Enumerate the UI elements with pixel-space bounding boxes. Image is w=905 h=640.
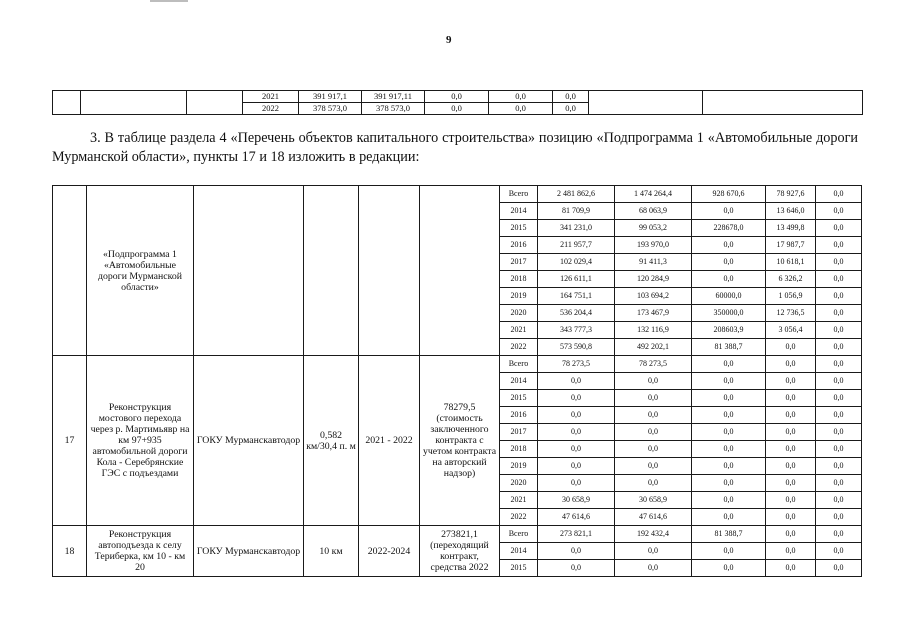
value-cell: 0,0 [816, 492, 862, 509]
year-cell: 2022 [500, 339, 538, 356]
value-cell: 0,0 [816, 509, 862, 526]
value-cell: 0,0 [425, 103, 489, 115]
value-cell: 0,0 [615, 543, 692, 560]
year-cell: 2022 [500, 509, 538, 526]
value-cell: 0,0 [615, 373, 692, 390]
value-cell: 0,0 [692, 254, 766, 271]
value-cell: 0,0 [766, 458, 816, 475]
year-cell: Всего [500, 356, 538, 373]
year-cell: 2018 [500, 441, 538, 458]
value-cell: 0,0 [615, 407, 692, 424]
value-cell: 0,0 [816, 186, 862, 203]
year-cell: 2015 [500, 390, 538, 407]
amendment-paragraph [52, 129, 858, 167]
total-cell: 378 573,0 [299, 103, 362, 115]
value-cell: 78 273,5 [615, 356, 692, 373]
value-cell: 68 063,9 [615, 203, 692, 220]
year-cell: 2021 [243, 91, 299, 103]
value-cell: 0,0 [615, 560, 692, 577]
value-cell: 6 326,2 [766, 271, 816, 288]
total-cell: 0,0 [538, 373, 615, 390]
value-cell: 0,0 [692, 543, 766, 560]
value-cell: 0,0 [553, 91, 589, 103]
total-cell: 102 029,4 [538, 254, 615, 271]
total-cell: 81 709,9 [538, 203, 615, 220]
value-cell: 0,0 [816, 458, 862, 475]
value-cell: 0,0 [816, 526, 862, 543]
year-cell: Всего [500, 186, 538, 203]
total-cell: 0,0 [538, 458, 615, 475]
value-cell: 0,0 [692, 492, 766, 509]
value-cell: 0,0 [692, 509, 766, 526]
total-cell: 164 751,1 [538, 288, 615, 305]
total-cell: 0,0 [538, 390, 615, 407]
value-cell: 0,0 [816, 220, 862, 237]
value-cell: 0,0 [816, 441, 862, 458]
capacity: 0,582 км/30,4 п. м [304, 356, 359, 526]
value-cell: 0,0 [766, 526, 816, 543]
table-row [53, 526, 862, 543]
estimated-cost: 78279,5 (стоимость заключенного контракта с учетом контракта на авторский надзор) [420, 356, 500, 526]
value-cell: 1 056,9 [766, 288, 816, 305]
object-name: Реконструкция автоподъезда к селу Териберка, км 10 - км 20 [87, 526, 194, 577]
value-cell: 0,0 [816, 424, 862, 441]
capital-construction-table [52, 185, 862, 577]
value-cell: 0,0 [553, 103, 589, 115]
total-cell: 391 917,1 [299, 91, 362, 103]
value-cell: 3 056,4 [766, 322, 816, 339]
year-cell: 2016 [500, 407, 538, 424]
value-cell: 492 202,1 [615, 339, 692, 356]
value-cell: 0,0 [692, 237, 766, 254]
year-cell: 2018 [500, 271, 538, 288]
total-cell: 2 481 862,6 [538, 186, 615, 203]
value-cell: 91 411,3 [615, 254, 692, 271]
value-cell: 391 917,11 [362, 91, 425, 103]
construction-period: 2022-2024 [359, 526, 420, 577]
total-cell: 126 611,1 [538, 271, 615, 288]
value-cell: 0,0 [692, 475, 766, 492]
value-cell: 0,0 [766, 509, 816, 526]
year-cell: 2014 [500, 203, 538, 220]
value-cell: 0,0 [615, 458, 692, 475]
value-cell: 0,0 [766, 560, 816, 577]
year-cell: 2020 [500, 305, 538, 322]
value-cell: 0,0 [816, 475, 862, 492]
value-cell: 0,0 [766, 373, 816, 390]
value-cell: 0,0 [766, 407, 816, 424]
year-cell: 2014 [500, 373, 538, 390]
value-cell: 81 388,7 [692, 526, 766, 543]
year-cell: 2019 [500, 288, 538, 305]
amendment-text: 3. В таблице раздела 4 «Перечень объектов капитального строительства» позицию «Подпрограмма 1 «Автомобильные дороги Мурманской области», пункты 17 и 18 изложить в редакции: [52, 130, 858, 165]
year-cell: 2020 [500, 475, 538, 492]
estimated-cost: 273821,1 (переходящий контракт, средства 2022 [420, 526, 500, 577]
value-cell: 0,0 [766, 543, 816, 560]
year-cell: 2021 [500, 322, 538, 339]
value-cell: 0,0 [816, 271, 862, 288]
year-cell: 2017 [500, 424, 538, 441]
empty-cell [53, 186, 87, 356]
value-cell: 928 670,6 [692, 186, 766, 203]
value-cell: 0,0 [816, 543, 862, 560]
item-number: 18 [53, 526, 87, 577]
value-cell: 208603,9 [692, 322, 766, 339]
value-cell: 0,0 [615, 475, 692, 492]
total-cell: 273 821,1 [538, 526, 615, 543]
customer-name: ГОКУ Мурманскавтодор [194, 356, 304, 526]
total-cell: 0,0 [538, 424, 615, 441]
value-cell: 0,0 [615, 390, 692, 407]
value-cell: 0,0 [816, 203, 862, 220]
empty-cell [53, 91, 81, 115]
value-cell: 0,0 [816, 339, 862, 356]
year-cell: 2014 [500, 543, 538, 560]
total-cell: 573 590,8 [538, 339, 615, 356]
year-cell: Всего [500, 526, 538, 543]
object-name: Реконструкция мостового перехода через р. Мартимьявр на км 97+935 автомобильной дороги Кола - Серебрянские ГЭС с подъездами [87, 356, 194, 526]
value-cell: 378 573,0 [362, 103, 425, 115]
subprogram-title: «Подпрограмма 1 «Автомобильные дороги Мурманской области» [87, 186, 194, 356]
year-cell: 2019 [500, 458, 538, 475]
total-cell: 341 231,0 [538, 220, 615, 237]
value-cell: 0,0 [816, 407, 862, 424]
year-cell: 2017 [500, 254, 538, 271]
value-cell: 78 927,6 [766, 186, 816, 203]
table-row [53, 91, 863, 103]
value-cell: 99 053,2 [615, 220, 692, 237]
value-cell: 0,0 [692, 424, 766, 441]
value-cell: 173 467,9 [615, 305, 692, 322]
value-cell: 0,0 [766, 356, 816, 373]
total-cell: 343 777,3 [538, 322, 615, 339]
value-cell: 17 987,7 [766, 237, 816, 254]
value-cell: 132 116,9 [615, 322, 692, 339]
capacity: 10 км [304, 526, 359, 577]
total-cell: 0,0 [538, 543, 615, 560]
value-cell: 0,0 [816, 254, 862, 271]
value-cell: 193 970,0 [615, 237, 692, 254]
value-cell: 0,0 [692, 390, 766, 407]
value-cell: 0,0 [816, 356, 862, 373]
value-cell: 60000,0 [692, 288, 766, 305]
value-cell: 350000,0 [692, 305, 766, 322]
value-cell: 0,0 [766, 441, 816, 458]
value-cell: 0,0 [692, 458, 766, 475]
year-cell: 2015 [500, 560, 538, 577]
empty-cell [420, 186, 500, 356]
value-cell: 1 474 264,4 [615, 186, 692, 203]
value-cell: 12 736,5 [766, 305, 816, 322]
year-cell: 2015 [500, 220, 538, 237]
construction-period: 2021 - 2022 [359, 356, 420, 526]
value-cell: 13 646,0 [766, 203, 816, 220]
value-cell: 0,0 [816, 373, 862, 390]
continued-table [52, 90, 863, 115]
table-row [53, 186, 862, 203]
value-cell: 228678,0 [692, 220, 766, 237]
total-cell: 211 957,7 [538, 237, 615, 254]
value-cell: 0,0 [692, 271, 766, 288]
total-cell: 0,0 [538, 560, 615, 577]
value-cell: 0,0 [816, 288, 862, 305]
item-number: 17 [53, 356, 87, 526]
value-cell: 0,0 [766, 475, 816, 492]
empty-cell [81, 91, 187, 115]
year-cell: 2022 [243, 103, 299, 115]
value-cell: 0,0 [766, 339, 816, 356]
year-cell: 2021 [500, 492, 538, 509]
empty-cell [359, 186, 420, 356]
value-cell: 120 284,9 [615, 271, 692, 288]
value-cell: 0,0 [766, 424, 816, 441]
value-cell: 192 432,4 [615, 526, 692, 543]
value-cell: 0,0 [816, 305, 862, 322]
value-cell: 0,0 [816, 560, 862, 577]
empty-cell [589, 91, 703, 115]
value-cell: 0,0 [692, 560, 766, 577]
value-cell: 0,0 [425, 91, 489, 103]
total-cell: 47 614,6 [538, 509, 615, 526]
value-cell: 0,0 [489, 91, 553, 103]
value-cell: 0,0 [692, 356, 766, 373]
total-cell: 30 658,9 [538, 492, 615, 509]
value-cell: 0,0 [615, 441, 692, 458]
value-cell: 0,0 [692, 203, 766, 220]
value-cell: 47 614,6 [615, 509, 692, 526]
value-cell: 0,0 [489, 103, 553, 115]
customer-name: ГОКУ Мурманскавтодор [194, 526, 304, 577]
value-cell: 10 618,1 [766, 254, 816, 271]
value-cell: 13 499,8 [766, 220, 816, 237]
value-cell: 0,0 [615, 424, 692, 441]
empty-cell [194, 186, 304, 356]
total-cell: 0,0 [538, 441, 615, 458]
scan-artifact [150, 0, 188, 2]
value-cell: 0,0 [766, 390, 816, 407]
total-cell: 0,0 [538, 407, 615, 424]
value-cell: 0,0 [816, 390, 862, 407]
table-row [53, 356, 862, 373]
value-cell: 30 658,9 [615, 492, 692, 509]
value-cell: 0,0 [692, 373, 766, 390]
value-cell: 0,0 [766, 492, 816, 509]
page-number: 9 [446, 34, 452, 46]
total-cell: 78 273,5 [538, 356, 615, 373]
empty-cell [304, 186, 359, 356]
empty-cell [187, 91, 243, 115]
value-cell: 103 694,2 [615, 288, 692, 305]
empty-cell [703, 91, 863, 115]
total-cell: 0,0 [538, 475, 615, 492]
value-cell: 0,0 [692, 407, 766, 424]
total-cell: 536 204,4 [538, 305, 615, 322]
year-cell: 2016 [500, 237, 538, 254]
value-cell: 81 388,7 [692, 339, 766, 356]
value-cell: 0,0 [692, 441, 766, 458]
value-cell: 0,0 [816, 237, 862, 254]
value-cell: 0,0 [816, 322, 862, 339]
